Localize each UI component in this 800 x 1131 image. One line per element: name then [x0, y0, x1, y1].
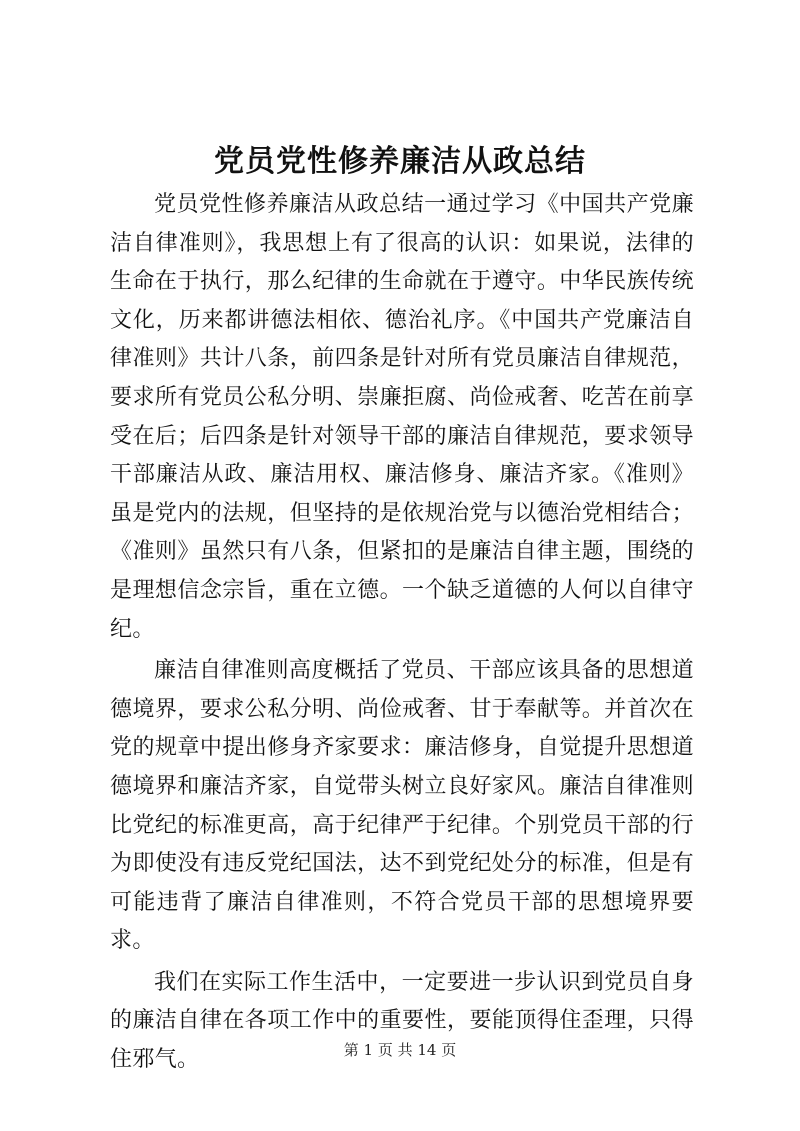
document-body [110, 186, 694, 1083]
paragraph-3: 我们在实际工作生活中，一定要进一步认识到党员自身的廉洁自律在各项工作中的重要性，要能顶得住歪理，只得住邪气。 [110, 969, 694, 1073]
document-title: 党员党性修养廉洁从政总结 [214, 144, 586, 179]
paragraph-1: 党员党性修养廉洁从政总结一通过学习《中国共产党廉洁自律准则》，我思想上有了很高的认识：如果说，法律的生命在于执行，那么纪律的生命就在于遵守。中华民族传统文化，历来都讲德法相依、德治礼序。《中国共产党廉洁自律准则》共计八条，前四条是针对所有党员廉洁自律规范，要求所有党员公私分明、崇廉拒腐、尚俭戒奢、吃苦在前享受在后；后四条是针对领导干部的廉洁自律规范，要求领导干部廉洁从政、廉洁用权、廉洁修身、廉洁齐家。《准则》虽是党内的法规，但坚持的是依规治党与以德治党相结合；《准则》虽然只有八条，但紧扣的是廉洁自律主题，围绕的是理想信念宗旨，重在立德。一个缺乏道德的人何以自律守纪。 [110, 192, 694, 642]
page-footer: 第 1 页 共 14 页 [343, 1041, 457, 1059]
paragraph-2: 廉洁自律准则高度概括了党员、干部应该具备的思想道德境界，要求公私分明、尚俭戒奢、甘于奉献等。并首次在党的规章中提出修身齐家要求：廉洁修身，自觉提升思想道德境界和廉洁齐家，自觉带头树立良好家风。廉洁自律准则比党纪的标准更高，高于纪律严于纪律。个别党员干部的行为即使没有违反党纪国法，达不到党纪处分的标准，但是有可能违背了廉洁自律准则，不符合党员干部的思想境界要求。 [110, 658, 694, 954]
